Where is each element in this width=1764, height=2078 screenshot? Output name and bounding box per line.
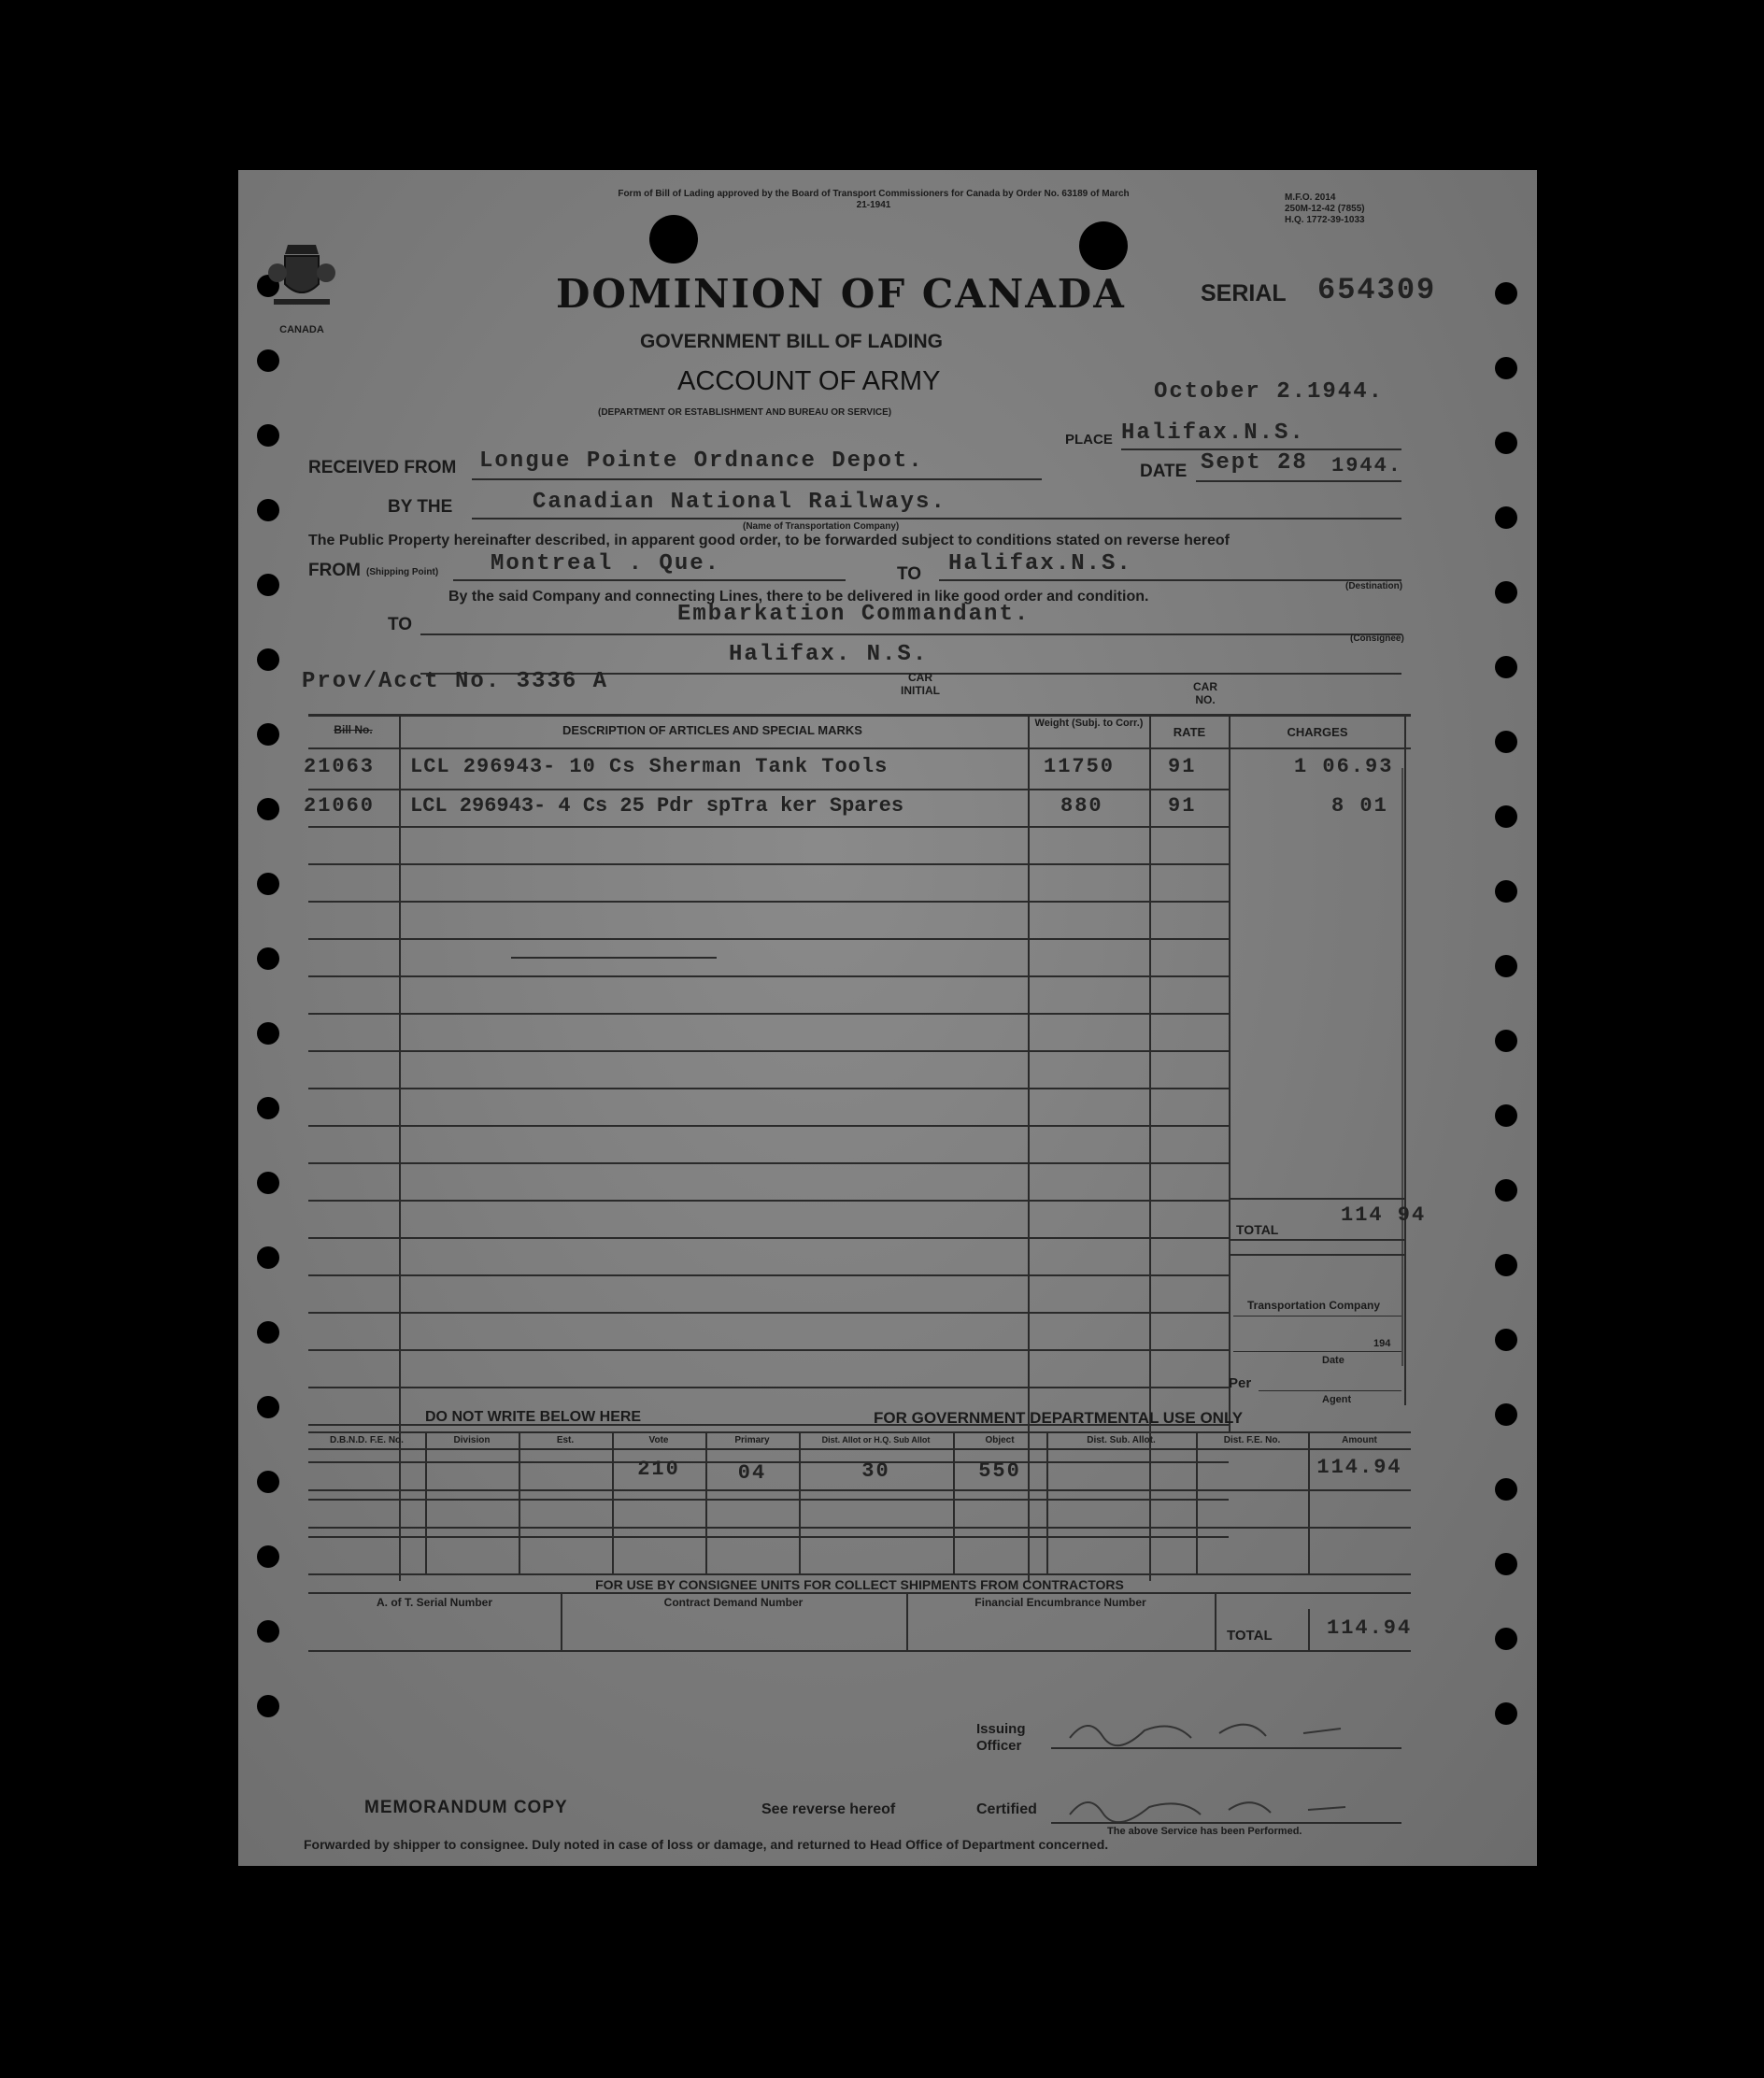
do-not-write-label: DO NOT WRITE BELOW HERE xyxy=(425,1409,642,1425)
consignee-line-2: Halifax. N.S. xyxy=(729,642,929,667)
date-value: Sept 28 xyxy=(1201,450,1308,476)
to-label-1: TO xyxy=(897,564,922,584)
to-value-1: Halifax.N.S. xyxy=(948,551,1132,576)
received-from-label: RECEIVED FROM xyxy=(308,458,457,477)
to-label-2: TO xyxy=(388,615,413,634)
certified-label: Certified xyxy=(976,1801,1037,1817)
from-label: FROM xyxy=(308,561,361,580)
document-subtitle: GOVERNMENT BILL OF LADING xyxy=(640,331,943,352)
object-value: 550 xyxy=(978,1459,1021,1483)
issuing-officer-signature xyxy=(1060,1710,1369,1747)
issue-date: October 2.1944. xyxy=(1154,379,1385,405)
account-title: ACCOUNT OF ARMY xyxy=(677,366,941,396)
year-prefix: 194 xyxy=(1373,1338,1391,1349)
delivery-text: By the said Company and connecting Lines, there to be delivered in like good order and condition. xyxy=(448,589,1149,605)
serial-label: SERIAL xyxy=(1201,280,1287,306)
agent-caption: Agent xyxy=(1322,1394,1352,1405)
car-initial-label: CAR INITIAL xyxy=(901,671,940,697)
bottom-total-value: 114.94 xyxy=(1327,1616,1413,1640)
date-label: DATE xyxy=(1140,462,1188,481)
per-label: Per xyxy=(1229,1375,1252,1391)
public-property-text: The Public Property hereinafter described, in apparent good order, to be forwarded subject to conditions stated on reverse hereof xyxy=(308,533,1230,548)
memorandum-copy: MEMORANDUM COPY xyxy=(364,1798,568,1817)
by-the-value: Canadian National Railways. xyxy=(533,490,946,515)
place-value: Halifax.N.S. xyxy=(1121,420,1305,446)
transport-company-label: Transportation Company xyxy=(1247,1299,1381,1312)
col-charges-header: CHARGES xyxy=(1287,725,1348,739)
consignee-units-label: FOR USE BY CONSIGNEE UNITS FOR COLLECT SHIPMENTS FROM CONTRACTORS xyxy=(595,1577,1124,1592)
by-the-caption: (Name of Transportation Company) xyxy=(743,521,900,532)
from-value: Montreal . Que. xyxy=(491,551,721,576)
consignee-caption: (Consignee) xyxy=(1350,633,1404,644)
coat-of-arms-emblem: CANADA xyxy=(264,226,339,338)
gov-use-label: FOR GOVERNMENT DEPARTMENTAL USE ONLY xyxy=(874,1409,1244,1427)
certified-signature xyxy=(1060,1786,1369,1824)
document-title: DOMINION OF CANADA xyxy=(556,271,1126,317)
service-note: The above Service has been Performed. xyxy=(1107,1826,1302,1837)
account-caption: (DEPARTMENT OR ESTABLISHMENT AND BUREAU OR SERVICE) xyxy=(598,407,892,418)
consignee-line-1: Embarkation Commandant. xyxy=(677,602,1031,627)
place-label: PLACE xyxy=(1065,432,1113,448)
prov-account-number: Prov/Acct No. 3336 A xyxy=(302,669,609,694)
binder-hole-right xyxy=(1079,221,1128,270)
total-label: TOTAL xyxy=(1236,1222,1279,1237)
primary-value: 04 xyxy=(737,1461,767,1485)
serial-number: 654309 xyxy=(1317,273,1437,307)
col-bill-no-header: Bill No. xyxy=(334,723,373,736)
col-weight-header: Weight (Subj. to Corr.) xyxy=(1034,718,1144,729)
date-year: 1944. xyxy=(1331,454,1403,477)
from-caption: (Shipping Point) xyxy=(366,567,439,577)
vote-value: 210 xyxy=(637,1458,680,1481)
by-the-label: BY THE xyxy=(388,497,453,517)
amount-value: 114.94 xyxy=(1316,1456,1402,1479)
form-code: M.F.O. 2014 250M-12-42 (7855) H.Q. 1772-39-1033 xyxy=(1285,192,1365,225)
forwarded-note: Forwarded by shipper to consignee. Duly noted in case of loss or damage, and returned to Head Office of Department concerned. xyxy=(304,1837,1109,1852)
bill-of-lading-sheet: Form of Bill of Lading approved by the Board of Transport Commissioners for Canada by Order No. 63189 of March 21-1941 M.F.O. 2014 250M-12-42 (7855) H.Q. 1772-39-1033 CANADA DOMINION OF CANADA SERIAL 654309 GOVERNMENT BILL OF LADING ACCOUNT OF ARMY (DEPARTMENT OR ESTABLISHMENT AND BUREAU OR SERVICE) October 2.1944. PLACE Halifax.N.S. RECEIVED FROM Longue Pointe Ordnance Depot. DATE Sept 28 1944. BY THE Canadian National Railways. (Name of Transportation Company) The Public Property hereinafter described, in apparent good order, to be forwarded subject to conditions stated on reverse hereof FROM (Shipping Point) Montreal . Que. TO Halifax.N.S. (Destination) By the said Company and connecting Lines, there to be delivered in like good order and condition. TO Embarkation Commandant. (Consignee) Halifax. N.S. Prov/Acct No. 3336 A CAR INITIAL CAR NO. Bill No. DESCRIPTION OF ARTICLES AND SPECIAL MARKS Weight (Subj. to Corr.) RATE CHARGES 21063 LCL 296943- 10 Cs Sherman Tank Tools 11750 91 1 06.93 21060 LCL 296943- 4 Cs 25 Pdr spTra ker Spares 880 91 8 01 TOTAL 114 94 Transportation Company Date 194 Per Agent DO NOT WRITE BELOW HERE FOR GOVERNMENT DEPARTMENTAL USE ONLY D.B.N.D. F.E. No. Division Est. Vote Primary Dist. Allot or H.Q. Sub Allot Object Dist. Sub. Allot. Dist. F.E. No. Amount 210 04 30 550 114.94 FOR USE BY CONSIGNEE UNITS FOR COLLECT SHIPMENTS FROM CONTRACTORS A. of T. Serial Number Contract Demand Number Financial Encumbrance Number TOTAL 114.94 Issuing Officer MEMORANDUM COPY See reverse hereof Certified The above Service has been Performed. Forwarded by shipper to consignee. Duly noted in case of loss or damage, and returned to Head Office of Department concerned. xyxy=(238,170,1537,1866)
car-no-label: CAR NO. xyxy=(1193,680,1217,706)
issuing-officer-label: Issuing Officer xyxy=(976,1721,1026,1754)
bottom-total-label: TOTAL xyxy=(1227,1628,1273,1644)
form-approval-note: Form of Bill of Lading approved by the Board of Transport Commissioners for Canada by Order No. 63189 of March 21-1941 xyxy=(618,189,1130,210)
see-reverse: See reverse hereof xyxy=(761,1801,896,1817)
binder-hole-left xyxy=(649,215,698,263)
received-from-value: Longue Pointe Ordnance Depot. xyxy=(479,448,924,474)
date-caption: Date xyxy=(1322,1355,1344,1366)
col-rate-header: RATE xyxy=(1173,725,1206,739)
dist-allot-value: 30 xyxy=(861,1459,890,1483)
total-value: 114 94 xyxy=(1341,1203,1427,1227)
col-description-header: DESCRIPTION OF ARTICLES AND SPECIAL MARKS xyxy=(562,723,862,737)
destination-caption: (Destination) xyxy=(1345,581,1403,591)
